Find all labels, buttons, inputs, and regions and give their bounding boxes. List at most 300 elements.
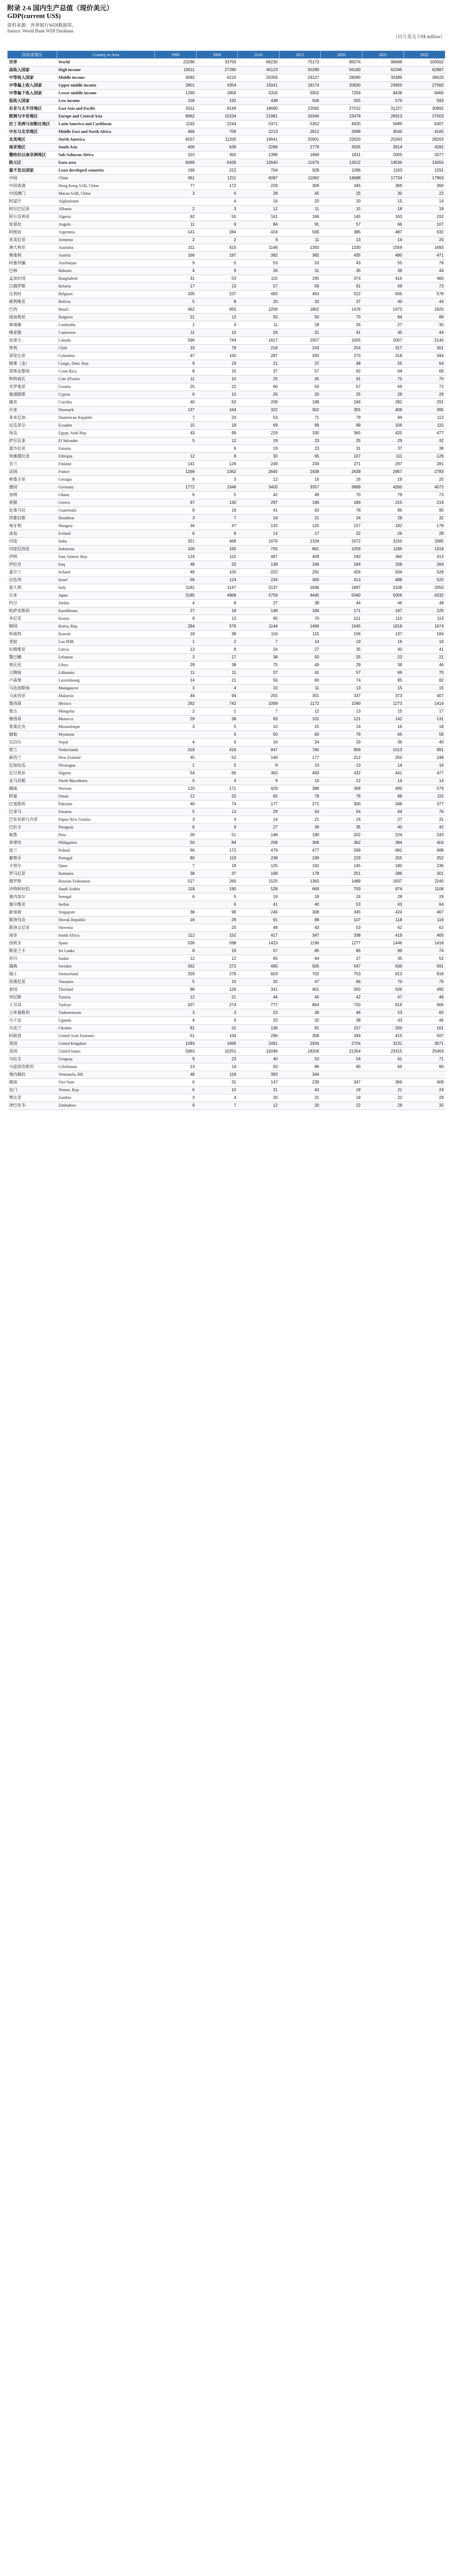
gdp-value: 28 — [362, 391, 404, 399]
table-row — [8, 909, 445, 917]
country-name-en: Belarus — [57, 283, 155, 291]
gdp-value: 9 — [155, 260, 197, 267]
gdp-value: 536 — [155, 940, 197, 947]
gdp-value: 250 — [362, 754, 404, 762]
gdp-value: 24127 — [279, 74, 321, 82]
country-name-cn: 中国 — [8, 175, 57, 182]
gdp-value: 14 — [404, 777, 445, 785]
country-name-en: Croatia — [57, 383, 155, 391]
gdp-value: 1670 — [362, 306, 404, 314]
country-name-cn: 巴拉圭 — [8, 824, 57, 832]
gdp-value: 1196 — [279, 940, 321, 947]
country-name-cn: 智利 — [8, 345, 57, 352]
country-name-cn: 亚美尼亚 — [8, 236, 57, 244]
table-row — [8, 662, 445, 669]
country-name-cn: 蒙古 — [8, 708, 57, 716]
gdp-value: 361 — [155, 175, 197, 182]
country-name-cn: 奥地利 — [8, 252, 57, 260]
gdp-value: 3 — [155, 685, 197, 692]
gdp-value: 38 — [279, 600, 321, 607]
country-name-cn: 津巴布韦 — [8, 1102, 57, 1110]
gdp-value: 702 — [279, 971, 321, 978]
gdp-value: 23 — [279, 437, 321, 445]
gdp-value: 202 — [321, 832, 362, 839]
table-row — [8, 221, 445, 229]
gdp-value: 4 — [196, 1094, 238, 1102]
gdp-value: 110 — [196, 553, 238, 561]
country-name-cn: 斯洛文尼亚 — [8, 924, 57, 932]
gdp-value: 14 — [155, 677, 197, 685]
gdp-value: 53 — [362, 1009, 404, 1017]
gdp-value: 419 — [362, 932, 404, 940]
table-row — [8, 839, 445, 847]
gdp-value: 432 — [321, 770, 362, 777]
gdp-value: 33 — [155, 345, 197, 352]
gdp-value: 51 — [196, 832, 238, 839]
gdp-value: 409 — [279, 553, 321, 561]
gdp-value: 55 — [196, 213, 238, 221]
gdp-value: 321 — [155, 538, 197, 546]
gdp-value: 596 — [155, 337, 197, 345]
gdp-value: 48 — [321, 360, 362, 368]
gdp-value: 6069 — [155, 159, 197, 167]
gdp-value: 24950 — [362, 82, 404, 90]
gdp-value: 4 — [155, 600, 197, 607]
gdp-value — [321, 1071, 362, 1079]
gdp-value: 909 — [321, 747, 362, 754]
gdp-value: 504 — [362, 569, 404, 577]
gdp-value: 49 — [279, 662, 321, 669]
gdp-value: 64 — [404, 901, 445, 909]
gdp-value: 80 — [155, 855, 197, 862]
gdp-value: 487 — [362, 229, 404, 236]
gdp-value: 1 — [155, 321, 197, 329]
country-name-en: Indonesia — [57, 546, 155, 553]
gdp-value: 23 — [238, 1009, 280, 1017]
gdp-value: 37 — [321, 298, 362, 306]
gdp-value: 45 — [279, 994, 321, 1002]
gdp-value: 62 — [321, 368, 362, 376]
gdp-value: 20 — [238, 298, 280, 306]
country-name-en: Nicaragua — [57, 762, 155, 770]
country-name-en: Ukraine — [57, 1025, 155, 1032]
gdp-value: 33759 — [196, 59, 238, 66]
gdp-value: 137 — [362, 631, 404, 638]
country-name-en: Romania — [57, 870, 155, 878]
gdp-value: 69 — [362, 1063, 404, 1071]
country-name-cn: 科威特 — [8, 631, 57, 638]
gdp-value: 50 — [155, 839, 197, 847]
table-row — [8, 190, 445, 198]
country-name-en: Iraq — [57, 561, 155, 569]
gdp-value: 79 — [321, 731, 362, 739]
gdp-value: 438 — [238, 97, 280, 105]
gdp-value: 27280 — [196, 66, 238, 74]
gdp-value: 25 — [321, 437, 362, 445]
country-name-cn: 伊朗 — [8, 553, 57, 561]
country-name-cn: 格鲁吉亚 — [8, 476, 57, 484]
gdp-value: 392 — [238, 252, 280, 260]
country-name-en: Upper middle income — [57, 82, 155, 90]
table-row — [8, 862, 445, 870]
gdp-value: 3150 — [362, 538, 404, 546]
gdp-value: 483 — [238, 291, 280, 298]
country-name-cn: 伊拉克 — [8, 561, 57, 569]
gdp-value: 1802 — [279, 306, 321, 314]
country-name-cn: 肯尼亚 — [8, 615, 57, 623]
gdp-value: 301 — [279, 692, 321, 700]
country-name-en: Belgium — [57, 291, 155, 298]
gdp-value: 195 — [279, 275, 321, 283]
gdp-value: 21 — [279, 1094, 321, 1102]
gdp-value: 311 — [155, 244, 197, 252]
gdp-value: 6 — [155, 1079, 197, 1087]
gdp-value: 12 — [238, 476, 280, 484]
country-name-en: Japan — [57, 592, 155, 600]
gdp-value: 1090 — [321, 700, 362, 708]
gdp-value: 59 — [404, 731, 445, 739]
gdp-value: 141 — [155, 229, 197, 236]
gdp-value: 21 — [196, 994, 238, 1002]
gdp-value: 42 — [404, 824, 445, 832]
gdp-value: 13 — [196, 314, 238, 321]
gdp-value: 119 — [196, 855, 238, 862]
country-name-cn: 卡塔尔 — [8, 862, 57, 870]
gdp-value: 17 — [404, 708, 445, 716]
gdp-value: 753 — [321, 971, 362, 978]
gdp-value: 116 — [238, 631, 280, 638]
country-name-en: Papua New Guinea — [57, 816, 155, 824]
country-name-cn: 韩国 — [8, 623, 57, 631]
gdp-value: 1319 — [404, 546, 445, 553]
gdp-value: 23 — [362, 654, 404, 662]
gdp-value: 264 — [404, 561, 445, 569]
gdp-value: 39 — [362, 662, 404, 669]
gdp-value — [155, 198, 197, 206]
country-name-cn: 赞比亚 — [8, 1094, 57, 1102]
gdp-value: 416 — [196, 747, 238, 754]
gdp-value: 337 — [321, 692, 362, 700]
country-name-en: Zimbabwe — [57, 1102, 155, 1110]
table-row — [8, 824, 445, 832]
gdp-value: 69 — [362, 283, 404, 291]
country-name-cn: 北美地区 — [8, 136, 57, 144]
gdp-value: 17 — [196, 654, 238, 662]
gdp-value: 197 — [362, 607, 404, 615]
gdp-value: 45 — [155, 754, 197, 762]
gdp-value: 118 — [155, 886, 197, 893]
gdp-value: 1013 — [362, 747, 404, 754]
gdp-value: 8 — [155, 947, 197, 955]
gdp-value: 26 — [238, 267, 280, 275]
gdp-value: 66230 — [238, 59, 280, 66]
gdp-value: 104 — [196, 1032, 238, 1040]
gdp-value: 93 — [238, 716, 280, 723]
table-row — [8, 74, 445, 82]
gdp-value: 74 — [404, 947, 445, 955]
country-name-cn: 坦桑尼亚 — [8, 978, 57, 986]
gdp-value: 14688 — [321, 175, 362, 182]
country-name-cn: 哥伦比亚 — [8, 352, 57, 360]
table-row — [8, 1009, 445, 1017]
gdp-value: 33 — [279, 298, 321, 306]
gdp-value: 506 — [279, 97, 321, 105]
gdp-value: 1144 — [238, 623, 280, 631]
gdp-value: 4072 — [404, 484, 445, 492]
gdp-value: 200 — [362, 1025, 404, 1032]
gdp-value: 47 — [362, 994, 404, 1002]
gdp-value: 157 — [321, 522, 362, 530]
gdp-value: 59 — [155, 577, 197, 584]
gdp-value: 26 — [362, 530, 404, 538]
gdp-value: 2077 — [404, 151, 445, 159]
table-row — [8, 399, 445, 406]
gdp-value: 6 — [155, 530, 197, 538]
gdp-value: 13 — [155, 1063, 197, 1071]
gdp-value: 36520 — [404, 74, 445, 82]
country-name-cn: 巴林 — [8, 267, 57, 275]
gdp-value: 284 — [196, 229, 238, 236]
gdp-value: 54 — [155, 770, 197, 777]
country-name-en: Lithuania — [57, 669, 155, 677]
table-row — [8, 321, 445, 329]
gdp-value: 4232 — [404, 592, 445, 600]
gdp-value: 50 — [238, 314, 280, 321]
table-row — [8, 345, 445, 352]
gdp-value: 373 — [362, 692, 404, 700]
country-name-cn: 土库曼斯坦 — [8, 1009, 57, 1017]
gdp-value: 14 — [238, 530, 280, 538]
gdp-value: 435 — [321, 252, 362, 260]
gdp-value: 16 — [238, 893, 280, 901]
gdp-value: 417 — [238, 932, 280, 940]
country-name-en: Finland — [57, 461, 155, 468]
country-name-en: Albania — [57, 206, 155, 213]
gdp-value: 22582 — [279, 105, 321, 113]
table-row — [8, 932, 445, 940]
gdp-value: 31 — [196, 1079, 238, 1087]
gdp-value: 48 — [155, 1071, 197, 1079]
gdp-value: 189 — [321, 499, 362, 507]
column-header: 2010 — [238, 51, 280, 59]
gdp-value: 28263 — [404, 136, 445, 144]
gdp-value: 172 — [196, 847, 238, 855]
country-name-en: North America — [57, 136, 155, 144]
gdp-value: 38 — [238, 654, 280, 662]
gdp-value: 148 — [238, 832, 280, 839]
gdp-value: 28090 — [321, 74, 362, 82]
gdp-value: 243 — [279, 345, 321, 352]
gdp-value: 45123 — [238, 66, 280, 74]
country-name-cn: 科特迪瓦 — [8, 376, 57, 383]
gdp-value: 54 — [321, 1056, 362, 1063]
country-name-cn: 黎巴嫩 — [8, 654, 57, 662]
gdp-value: 38 — [404, 445, 445, 453]
country-name-cn: 哥斯达黎加 — [8, 368, 57, 376]
gdp-value: 1856 — [196, 90, 238, 97]
gdp-value: 5040 — [321, 592, 362, 600]
table-row — [8, 260, 445, 267]
gdp-value: 11 — [238, 321, 280, 329]
gdp-value: 488 — [362, 577, 404, 584]
gdp-value: 20 — [196, 924, 238, 932]
gdp-value: 394 — [362, 839, 404, 847]
gdp-value: 861 — [279, 546, 321, 553]
gdp-value: 53 — [279, 1056, 321, 1063]
table-row — [8, 739, 445, 747]
gdp-value: 1192 — [155, 121, 197, 128]
gdp-value: 70 — [404, 376, 445, 383]
gdp-value: 8 — [196, 453, 238, 461]
gdp-value: 70 — [321, 492, 362, 499]
gdp-value: 818 — [404, 971, 445, 978]
gdp-value: 709 — [196, 128, 238, 136]
gdp-value: 1466 — [279, 623, 321, 631]
table-row — [8, 553, 445, 561]
country-name-cn: 土耳其 — [8, 1002, 57, 1009]
country-name-en: Lao PDR — [57, 638, 155, 646]
gdp-value: 54 — [279, 808, 321, 816]
country-name-cn: 白俄罗斯 — [8, 283, 57, 291]
gdp-value: 255 — [362, 855, 404, 862]
gdp-value: 10 — [196, 391, 238, 399]
gdp-value: 18 — [196, 422, 238, 430]
gdp-value: 107 — [404, 221, 445, 229]
country-name-en: North Macedonia — [57, 777, 155, 785]
country-name-en: Ecuador — [57, 422, 155, 430]
gdp-value: 26 — [155, 832, 197, 839]
country-name-en: Low income — [57, 97, 155, 105]
gdp-value: 720 — [321, 1002, 362, 1009]
gdp-value: 38 — [155, 870, 197, 878]
gdp-value: 69 — [196, 770, 238, 777]
gdp-value: 40 — [362, 646, 404, 654]
gdp-value: 1617 — [238, 337, 280, 345]
gdp-value: 281 — [404, 461, 445, 468]
gdp-value: 37 — [238, 669, 280, 677]
gdp-value: 24 — [321, 816, 362, 824]
gdp-value: 163 — [362, 213, 404, 221]
country-name-en: Middle income — [57, 74, 155, 82]
gdp-value: 293 — [279, 352, 321, 360]
country-name-cn: 南亚地区 — [8, 144, 57, 151]
gdp-value: 404 — [404, 839, 445, 847]
table-row — [8, 522, 445, 530]
gdp-value: 1645 — [321, 623, 362, 631]
gdp-value: 3 — [196, 206, 238, 213]
gdp-value: 12 — [196, 437, 238, 445]
country-name-cn: 中国香港 — [8, 182, 57, 190]
country-name-en: World — [57, 59, 155, 66]
gdp-value: 1291 — [404, 167, 445, 175]
gdp-value: 25 — [238, 376, 280, 383]
country-name-cn: 日本 — [8, 592, 57, 600]
country-name-en: Canada — [57, 337, 155, 345]
gdp-value: 4920 — [321, 121, 362, 128]
gdp-value: 3 — [155, 1094, 197, 1102]
country-name-cn: 埃及 — [8, 430, 57, 437]
gdp-value: 301 — [404, 870, 445, 878]
country-name-en: Lebanon — [57, 654, 155, 662]
gdp-value: 9 — [238, 762, 280, 770]
gdp-value: 29 — [238, 808, 280, 816]
country-name-cn: 喀麦隆 — [8, 329, 57, 337]
gdp-value: 5006 — [362, 592, 404, 600]
gdp-value: 69 — [238, 422, 280, 430]
gdp-value: 5316 — [238, 90, 280, 97]
gdp-value: 495 — [238, 963, 280, 971]
gdp-value: 73 — [404, 492, 445, 499]
country-name-cn: 塞尔维亚 — [8, 901, 57, 909]
gdp-value: 9 — [196, 267, 238, 275]
gdp-value: 24 — [321, 515, 362, 522]
country-name-cn: 约旦 — [8, 600, 57, 607]
column-header: 2020 — [321, 51, 362, 59]
gdp-value: 1811 — [321, 151, 362, 159]
gdp-value: 28 — [362, 515, 404, 522]
gdp-value: 12 — [155, 994, 197, 1002]
gdp-value: 1897 — [321, 584, 362, 592]
gdp-value: 8 — [155, 368, 197, 376]
country-name-en: Yemen, Rep. — [57, 1087, 155, 1094]
country-name-cn: 卢森堡 — [8, 677, 57, 685]
gdp-value: 408 — [362, 406, 404, 414]
gdp-value: 477 — [279, 847, 321, 855]
table-body — [8, 59, 445, 1110]
gdp-value: 2439 — [279, 468, 321, 476]
country-name-en: Chile — [57, 345, 155, 352]
country-name-en: Serbia — [57, 901, 155, 909]
gdp-value: 5 — [155, 808, 197, 816]
gdp-value: 341 — [238, 986, 280, 994]
country-name-cn: 塞内加尔 — [8, 893, 57, 901]
gdp-value: 70 — [321, 314, 362, 321]
gdp-value: 12 — [196, 955, 238, 963]
country-name-en: Egypt, Arab Rep. — [57, 430, 155, 437]
gdp-value: 157 — [321, 1025, 362, 1032]
table-row — [8, 893, 445, 901]
country-name-en: Euro area — [57, 159, 155, 167]
gdp-value: 9 — [155, 1056, 197, 1063]
gdp-value: 284 — [155, 623, 197, 631]
table-row — [8, 878, 445, 886]
gdp-value: 1676 — [238, 538, 280, 546]
gdp-value: 53 — [321, 924, 362, 932]
gdp-value: 441 — [362, 770, 404, 777]
gdp-value: 14 — [362, 762, 404, 770]
gdp-value: 43 — [362, 1017, 404, 1025]
gdp-value: 31 — [155, 275, 197, 283]
country-name-cn: 加纳 — [8, 492, 57, 499]
gdp-value: 37 — [196, 870, 238, 878]
country-name-cn: 危地马拉 — [8, 507, 57, 515]
country-name-cn: 安哥拉 — [8, 221, 57, 229]
country-name-cn: 希腊 — [8, 499, 57, 507]
country-name-en: Tanzania — [57, 978, 155, 986]
gdp-value: 7 — [155, 414, 197, 422]
gdp-value: 106 — [321, 631, 362, 638]
country-name-cn: 瑞士 — [8, 971, 57, 978]
gdp-value: 41 — [238, 901, 280, 909]
gdp-value: 425 — [362, 430, 404, 437]
gdp-value: 11 — [279, 206, 321, 213]
gdp-value: 1559 — [362, 244, 404, 252]
gdp-value: 43 — [279, 924, 321, 932]
country-name-cn: 波兰 — [8, 847, 57, 855]
gdp-value: 18690 — [238, 105, 280, 113]
gdp-value: 35 — [321, 824, 362, 832]
gdp-value: 6 — [196, 1017, 238, 1025]
